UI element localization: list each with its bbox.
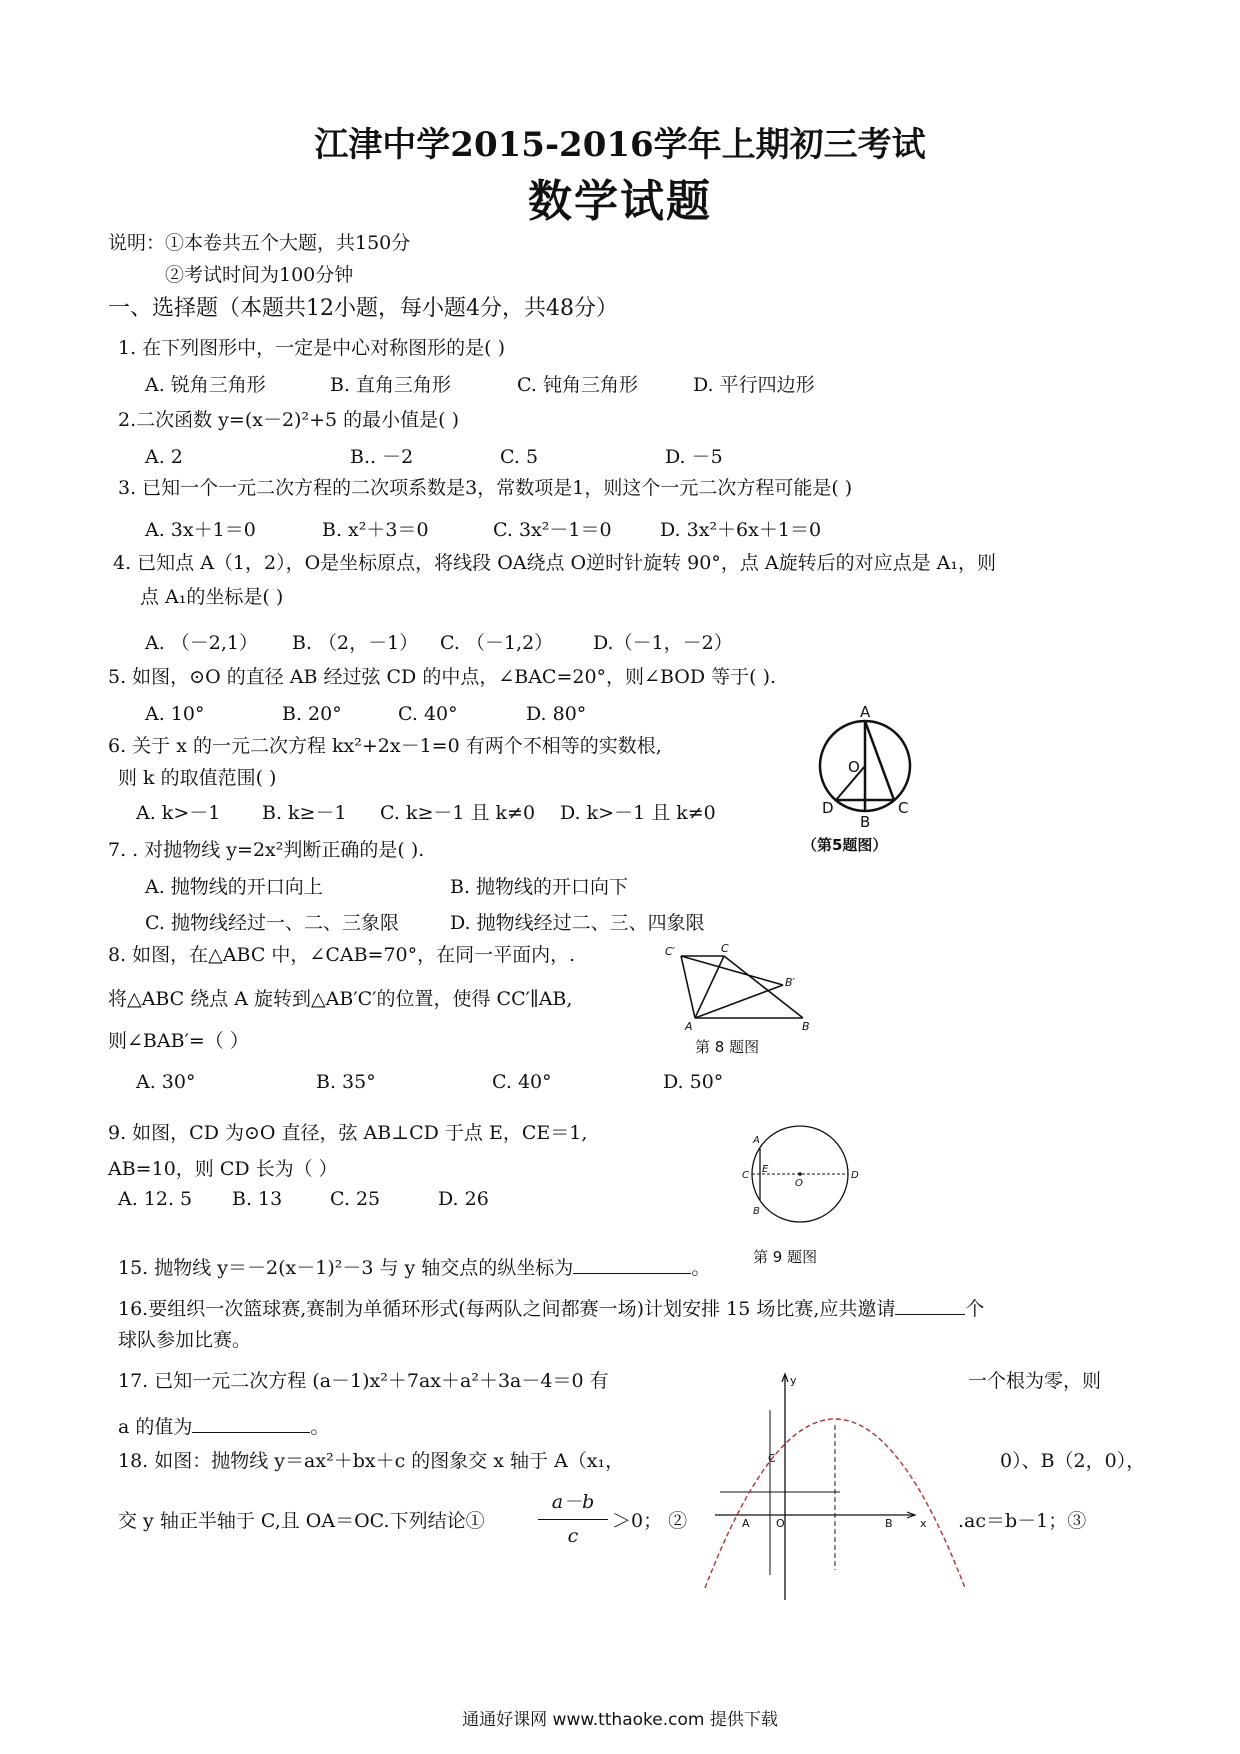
q16-text: 16.要组织一次篮球赛,赛制为单循环形式(每两队之间都赛一场)计划安排 15 场比赛,应共邀请 bbox=[118, 1298, 896, 1320]
fig8-label-b: B bbox=[802, 1020, 810, 1033]
q2-option-b: B.. －2 bbox=[350, 446, 414, 468]
fig5-label-d: D bbox=[822, 799, 834, 817]
q3-option-a: A. 3x＋1＝0 bbox=[145, 519, 256, 541]
fig8-label-b-prime: B′ bbox=[785, 976, 796, 989]
q18-fraction-bar bbox=[538, 1519, 608, 1520]
q3-option-c: C. 3x²－1＝0 bbox=[493, 519, 612, 541]
q16-end: 个 bbox=[965, 1298, 985, 1320]
q6-option-a: A. k>－1 bbox=[136, 802, 221, 824]
fig8-label-a: A bbox=[685, 1020, 693, 1033]
fig9-label-d: D bbox=[851, 1170, 859, 1181]
figure-9-circle bbox=[735, 1118, 875, 1268]
q17-end: 。 bbox=[310, 1416, 330, 1438]
q17-text: a 的值为 bbox=[118, 1416, 193, 1438]
fig5-label-b: B bbox=[860, 813, 871, 831]
q18-stem-right-2: .ac＝b－1；③ bbox=[958, 1510, 1087, 1532]
fig18-label-x: x bbox=[920, 1517, 927, 1530]
q7-option-b: B. 抛物线的开口向下 bbox=[450, 876, 629, 898]
q6-option-c: C. k≥－1 且 k≠0 bbox=[380, 802, 536, 824]
q1-option-b: B. 直角三角形 bbox=[330, 374, 452, 396]
fig18-label-b: B bbox=[885, 1517, 893, 1530]
q17-stem-right: 一个根为零，则 bbox=[968, 1370, 1102, 1392]
q9-option-a: A. 12. 5 bbox=[118, 1188, 193, 1210]
q18-stem-right: 0）、B（2，0）， bbox=[1000, 1450, 1146, 1472]
fig5-caption: （第5题图） bbox=[802, 836, 888, 854]
q7-option-a: A. 抛物线的开口向上 bbox=[145, 876, 323, 898]
section-heading: 一、选择题（本题共12小题，每小题4分，共48分） bbox=[108, 296, 618, 321]
fig18-label-o: O bbox=[776, 1517, 785, 1530]
q3-option-d: D. 3x²＋6x＋1＝0 bbox=[660, 519, 822, 541]
q6-option-d: D. k>－1 且 k≠0 bbox=[560, 802, 716, 824]
q2-option-c: C. 5 bbox=[500, 446, 539, 468]
q1-option-d: D. 平行四边形 bbox=[693, 374, 815, 396]
q8-option-a: A. 30° bbox=[136, 1071, 196, 1093]
q8-stem-line-3: 则∠BAB′=（ ） bbox=[108, 1030, 249, 1052]
q15-text: 15. 抛物线 y＝－2(x－1)²－3 与 y 轴交点的纵坐标为 bbox=[118, 1257, 574, 1279]
fig8-caption: 第 8 题图 bbox=[695, 1038, 760, 1056]
q4-option-b: B. （2，－1） bbox=[292, 632, 419, 654]
q8-option-c: C. 40° bbox=[492, 1071, 552, 1093]
q4-stem: 4. 已知点 A（1，2），O是坐标原点，将线段 OA绕点 O逆时针旋转 90°，点 A旋转后的对应点是 A₁，则 bbox=[113, 552, 996, 574]
q2-stem: 2.二次函数 y=(x－2)²+5 的最小值是( ) bbox=[118, 409, 459, 431]
q9-option-b: B. 13 bbox=[232, 1188, 283, 1210]
q1-option-a: A. 锐角三角形 bbox=[145, 374, 266, 396]
q9-stem: 9. 如图，CD 为⊙O 直径，弦 AB⊥CD 于点 E，CE＝1, bbox=[108, 1122, 588, 1144]
fig9-label-c: C bbox=[742, 1170, 749, 1181]
q16-stem bbox=[118, 1296, 984, 1319]
notes-line-2: ②考试时间为100分钟 bbox=[165, 264, 354, 286]
q4-stem-line-2: 点 A₁的坐标是( ) bbox=[140, 586, 284, 608]
q5-option-b: B. 20° bbox=[282, 703, 342, 725]
q5-option-a: A. 10° bbox=[145, 703, 205, 725]
fig18-label-c: C bbox=[768, 1452, 776, 1465]
figure-5-circle bbox=[802, 700, 940, 860]
q4-option-a: A. （－2,1） bbox=[145, 632, 259, 654]
fig18-label-a: A bbox=[742, 1517, 750, 1530]
notes-line-1: 说明：①本卷共五个大题，共150分 bbox=[108, 232, 411, 254]
q6-stem-line-2: 则 k 的取值范围( ) bbox=[118, 767, 277, 789]
exam-school-title: 江津中学2015-2016学年上期初三考试 bbox=[314, 125, 926, 165]
fig5-label-o: O bbox=[848, 758, 860, 776]
q16-answer-blank[interactable] bbox=[895, 1296, 965, 1315]
q18-stem: 18. 如图：抛物线 y＝ax²＋bx＋c 的图象交 x 轴于 A（x₁， bbox=[118, 1450, 625, 1472]
q5-option-c: C. 40° bbox=[398, 703, 458, 725]
q8-option-b: B. 35° bbox=[316, 1071, 376, 1093]
q17-stem: 17. 已知一元二次方程 (a－1)x²＋7ax＋a²＋3a－4＝0 有 bbox=[118, 1370, 609, 1392]
fig9-label-a: A bbox=[753, 1135, 760, 1146]
q1-stem: 1. 在下列图形中，一定是中心对称图形的是( ) bbox=[118, 337, 506, 359]
q16-stem-line-2: 球队参加比赛。 bbox=[118, 1329, 252, 1351]
q17-stem-line-2 bbox=[118, 1414, 329, 1437]
fig9-label-o: O bbox=[795, 1178, 803, 1189]
fig8-label-c-prime: C′ bbox=[665, 945, 676, 958]
q4-option-c: C. （－1,2） bbox=[440, 632, 554, 654]
q15-answer-blank[interactable] bbox=[573, 1255, 691, 1274]
q7-option-d: D. 抛物线经过二、三、四象限 bbox=[450, 912, 705, 934]
fig9-caption: 第 9 题图 bbox=[753, 1248, 818, 1266]
q18-gt-zero: ＞0； ② bbox=[612, 1510, 688, 1532]
fig18-label-y: y bbox=[790, 1374, 797, 1387]
q18-stem-line-2: 交 y 轴正半轴于 C,且 OA＝OC.下列结论① bbox=[118, 1510, 485, 1532]
q18-frac-denominator: c bbox=[567, 1525, 579, 1547]
q6-option-b: B. k≥－1 bbox=[262, 802, 347, 824]
q5-stem: 5. 如图，⊙O 的直径 AB 经过弦 CD 的中点，∠BAC=20°，则∠BOD 等于( ). bbox=[108, 666, 777, 688]
fig9-label-b: B bbox=[753, 1206, 760, 1217]
fig9-label-e: E bbox=[762, 1164, 769, 1175]
fig8-label-c: C bbox=[721, 942, 729, 955]
q15-end: 。 bbox=[691, 1257, 711, 1279]
q7-stem: 7. . 对抛物线 y=2x²判断正确的是( ). bbox=[108, 839, 425, 861]
q8-stem-line-2: 将△ABC 绕点 A 旋转到△AB′C′的位置，使得 CC′∥AB, bbox=[108, 988, 573, 1010]
q15-stem bbox=[118, 1255, 710, 1278]
q2-option-d: D. －5 bbox=[665, 446, 723, 468]
q7-option-c: C. 抛物线经过一、二、三象限 bbox=[145, 912, 399, 934]
figure-8-rotation bbox=[655, 940, 825, 1060]
q9-stem-line-2: AB=10，则 CD 长为（ ） bbox=[108, 1158, 338, 1180]
exam-subject-title: 数学试题 bbox=[528, 176, 712, 227]
figure-18-parabola bbox=[700, 1370, 960, 1610]
q17-answer-blank[interactable] bbox=[192, 1414, 310, 1433]
q18-frac-numerator: a－b bbox=[551, 1491, 595, 1513]
q5-option-d: D. 80° bbox=[526, 703, 587, 725]
q4-option-d: D.（－1，－2） bbox=[593, 632, 733, 654]
page-footer: 通通好课网 www.tthaoke.com 提供下载 bbox=[462, 1710, 778, 1730]
q8-stem: 8. 如图，在△ABC 中，∠CAB=70°，在同一平面内，. bbox=[108, 944, 576, 966]
q1-option-c: C. 钝角三角形 bbox=[517, 374, 638, 396]
q2-option-a: A. 2 bbox=[145, 446, 183, 468]
fig5-label-a: A bbox=[860, 703, 871, 721]
q9-option-c: C. 25 bbox=[330, 1188, 381, 1210]
q3-option-b: B. x²＋3＝0 bbox=[322, 519, 429, 541]
q6-stem: 6. 关于 x 的一元二次方程 kx²+2x－1=0 有两个不相等的实数根, bbox=[108, 735, 662, 757]
q3-stem: 3. 已知一个一元二次方程的二次项系数是3，常数项是1，则这个一元二次方程可能是( ) bbox=[118, 477, 853, 499]
q8-option-d: D. 50° bbox=[663, 1071, 724, 1093]
fig5-label-c: C bbox=[898, 799, 909, 817]
q9-option-d: D. 26 bbox=[438, 1188, 489, 1210]
